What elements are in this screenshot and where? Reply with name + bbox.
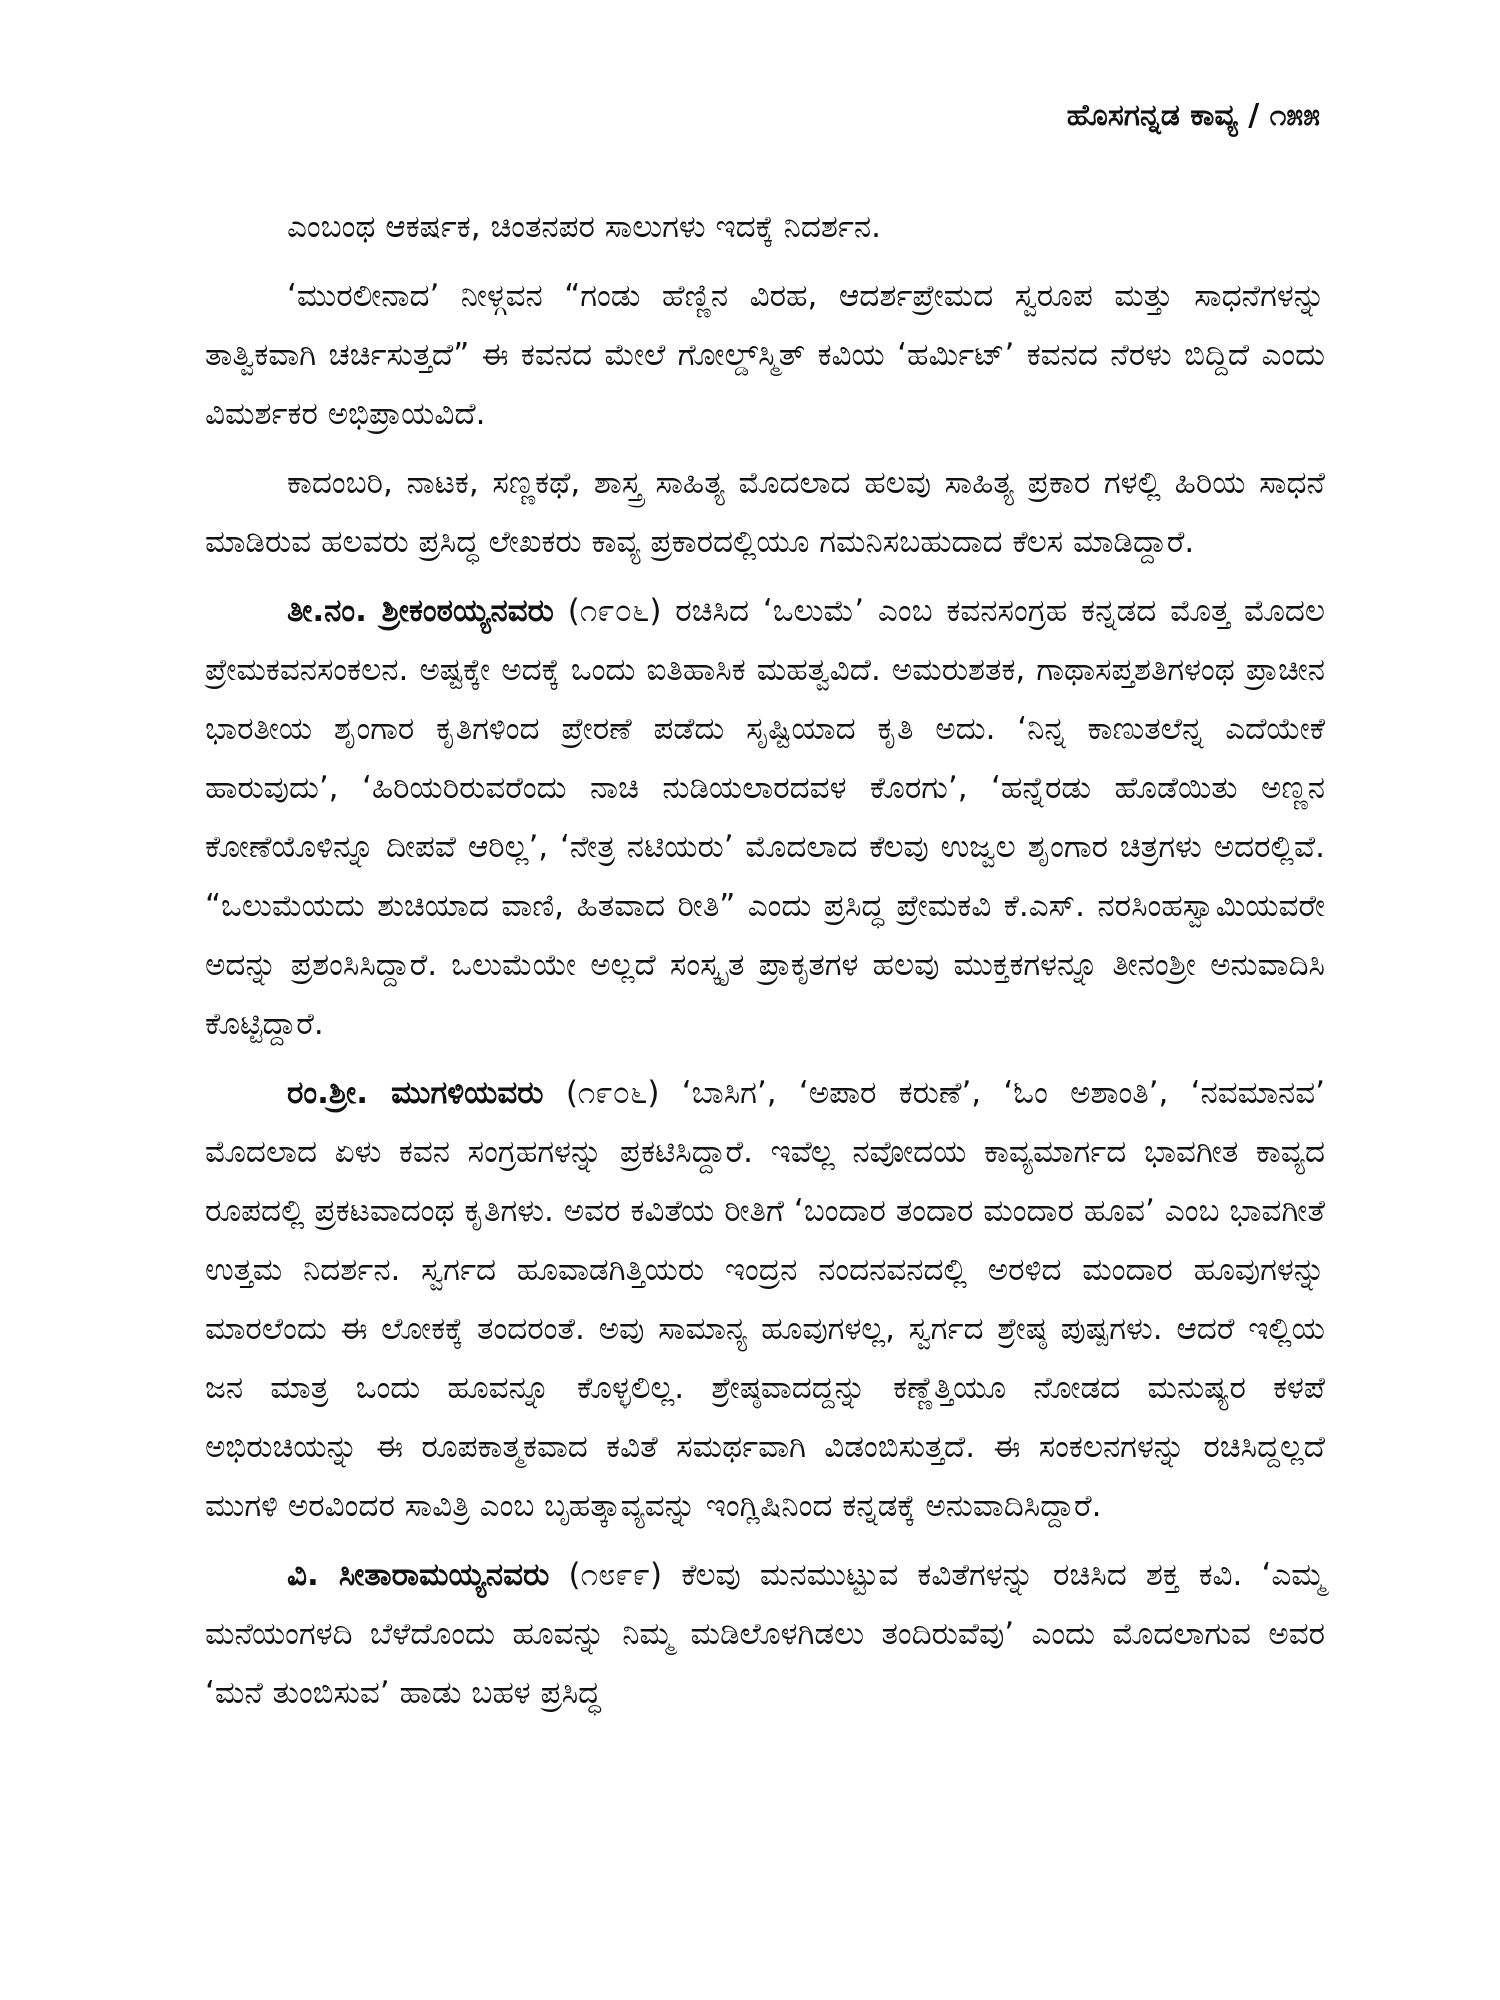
paragraph-text: (೧೯೦೬) ರಚಿಸಿದ ‘ಒಲುಮೆ’ ಎಂಬ ಕವನಸಂಗ್ರಹ ಕನ್ನಡದ ಮೊತ್ತ ಮೊದಲ ಪ್ರೇಮಕವನಸಂಕಲನ. ಅಷ್ಟಕ್ಕೇ ಅದಕ್ಕೆ ಒಂದು ಐತಿಹಾಸಿಕ ಮಹತ್ವವಿದೆ. ಅಮರುಶತಕ, ಗಾಥಾಸಪ್ತಶತಿಗಳಂಥ ಪ್ರಾಚೀನ ಭಾರತೀಯ ಶೃಂಗಾರ ಕೃತಿಗಳಿಂದ ಪ್ರೇರಣೆ ಪಡೆದು ಸೃಷ್ಟಿಯಾದ ಕೃತಿ ಅದು. ‘ನಿನ್ನ ಕಾಣುತಲೆನ್ನ ಎದೆಯೇಕೆ ಹಾರುವುದು’, ‘ಹಿರಿಯರಿರುವರೆಂದು ನಾಚಿ ನುಡಿಯಲಾರದವಳ ಕೊರಗು’, ‘ಹನ್ನೆರಡು ಹೊಡೆಯಿತು ಅಣ್ಣನ ಕೋಣೆಯೊಳಿನ್ನೂ ದೀಪವೆ ಆರಿಲ್ಲ’, ‘ನೇತ್ರ ನಟಿಯರು’ ಮೊದಲಾದ ಕೆಲವು ಉಜ್ವಲ ಶೃಂಗಾರ ಚಿತ್ರಗಳು ಅದರಲ್ಲಿವೆ. “ಒಲುಮೆಯದು ಶುಚಿಯಾದ ವಾಣಿ, ಹಿತವಾದ ರೀತಿ” ಎಂದು ಪ್ರಸಿದ್ಧ ಪ್ರೇಮಕವಿ ಕೆ.ಎಸ್. ನರಸಿಂಹಸ್ವಾಮಿಯವರೇ ಅದನ್ನು ಪ್ರಶಂಸಿಸಿದ್ದಾರೆ. ಒಲುಮೆಯೇ ಅಲ್ಲದೆ ಸಂಸ್ಕೃತ ಪ್ರಾಕೃತಗಳ ಹಲವು ಮುಕ್ತಕಗಳನ್ನೂ ತೀನಂಶ್ರೀ ಅನುವಾದಿಸಿ ಕೊಟ್ಟಿದ್ದಾರೆ. — [205, 593, 1325, 1042]
paragraph-text: ಎಂಬಂಥ ಆಕರ್ಷಕ, ಚಿಂತನಪರ ಸಾಲುಗಳು ಇದಕ್ಕೆ ನಿದರ್ಶನ. — [287, 209, 882, 245]
paragraph — [205, 1064, 1325, 1536]
paragraph-text: ಕಾದಂಬರಿ, ನಾಟಕ, ಸಣ್ಣಕಥೆ, ಶಾಸ್ತ್ರ ಸಾಹಿತ್ಯ ಮೊದಲಾದ ಹಲವು ಸಾಹಿತ್ಯ ಪ್ರಕಾರ ಗಳಲ್ಲಿ ಹಿರಿಯ ಸಾಧನೆ ಮಾಡಿರುವ ಹಲವರು ಪ್ರಸಿದ್ಧ ಲೇಖಕರು ಕಾವ್ಯ ಪ್ರಕಾರದಲ್ಲಿಯೂ ಗಮನಿಸಬಹುದಾದ ಕೆಲಸ ಮಾಡಿದ್ದಾರೆ. — [205, 465, 1325, 560]
paragraph-text: (೧೮೯೯) ಕೆಲವು ಮನಮುಟ್ಟುವ ಕವಿತೆಗಳನ್ನು ರಚಿಸಿದ ಶಕ್ತ ಕವಿ. ‘ಎಮ್ಮ ಮನೆಯಂಗಳದಿ ಬೆಳೆದೊಂದು ಹೂವನ್ನು ನಿಮ್ಮ ಮಡಿಲೊಳಗಿಡಲು ತಂದಿರುವೆವು’ ಎಂದು ಮೊದಲಾಗುವ ಅವರ ‘ಮನೆ ತುಂಬಿಸುವ’ ಹಾಡು ಬಹಳ ಪ್ರಸಿದ್ಧ — [205, 1557, 1325, 1711]
poet-name: ವಿ. ಸೀತಾರಾಮಯ್ಯನವರು — [287, 1557, 550, 1593]
body-text — [205, 198, 1325, 1733]
paragraph — [205, 454, 1325, 572]
running-header: ಹೊಸಗನ್ನಡ ಕಾವ್ಯ / ೧೫೫ — [1066, 98, 1320, 133]
paragraph — [205, 267, 1325, 444]
paragraph — [205, 582, 1325, 1054]
poet-name: ರಂ.ಶ್ರೀ. ಮುಗಳಿಯವರು — [287, 1075, 544, 1111]
paragraph — [205, 1546, 1325, 1723]
paragraph — [205, 198, 1325, 257]
poet-name: ತೀ.ನಂ. ಶ್ರೀಕಂಠಯ್ಯನವರು — [287, 593, 554, 629]
paragraph-text: (೧೯೦೬) ‘ಬಾಸಿಗ’, ‘ಅಪಾರ ಕರುಣೆ’, ‘ಓಂ ಅಶಾಂತಿ’, ‘ನವಮಾನವ’ ಮೊದಲಾದ ಏಳು ಕವನ ಸಂಗ್ರಹಗಳನ್ನು ಪ್ರಕಟಿಸಿದ್ದಾರೆ. ಇವೆಲ್ಲ ನವೋದಯ ಕಾವ್ಯಮಾರ್ಗದ ಭಾವಗೀತ ಕಾವ್ಯದ ರೂಪದಲ್ಲಿ ಪ್ರಕಟವಾದಂಥ ಕೃತಿಗಳು. ಅವರ ಕವಿತೆಯ ರೀತಿಗೆ ‘ಬಂದಾರ ತಂದಾರ ಮಂದಾರ ಹೂವ’ ಎಂಬ ಭಾವಗೀತೆ ಉತ್ತಮ ನಿದರ್ಶನ. ಸ್ವರ್ಗದ ಹೂವಾಡಗಿತ್ತಿಯರು ಇಂದ್ರನ ನಂದನವನದಲ್ಲಿ ಅರಳಿದ ಮಂದಾರ ಹೂವುಗಳನ್ನು ಮಾರಲೆಂದು ಈ ಲೋಕಕ್ಕೆ ತಂದರಂತೆ. ಅವು ಸಾಮಾನ್ಯ ಹೂವುಗಳಲ್ಲ, ಸ್ವರ್ಗದ ಶ್ರೇಷ್ಠ ಪುಷ್ಪಗಳು. ಆದರೆ ಇಲ್ಲಿಯ ಜನ ಮಾತ್ರ ಒಂದು ಹೂವನ್ನೂ ಕೊಳ್ಳಲಿಲ್ಲ. ಶ್ರೇಷ್ಠವಾದದ್ದನ್ನು ಕಣ್ಣೆತ್ತಿಯೂ ನೋಡದ ಮನುಷ್ಯರ ಕಳಪೆ ಅಭಿರುಚಿಯನ್ನು ಈ ರೂಪಕಾತ್ಮಕವಾದ ಕವಿತೆ ಸಮರ್ಥವಾಗಿ ವಿಡಂಬಿಸುತ್ತದೆ. ಈ ಸಂಕಲನಗಳನ್ನು ರಚಿಸಿದ್ದಲ್ಲದೆ ಮುಗಳಿ ಅರವಿಂದರ ಸಾವಿತ್ರಿ ಎಂಬ ಬೃಹತ್ಕಾವ್ಯವನ್ನು ಇಂಗ್ಲಿಷಿನಿಂದ ಕನ್ನಡಕ್ಕೆ ಅನುವಾದಿಸಿದ್ದಾರೆ. — [205, 1075, 1326, 1524]
paragraph-text: ‘ಮುರಲೀನಾದ’ ನೀಳ್ಗವನ “ಗಂಡು ಹೆಣ್ಣಿನ ವಿರಹ, ಆದರ್ಶಪ್ರೇಮದ ಸ್ವರೂಪ ಮತ್ತು ಸಾಧನೆಗಳನ್ನು ತಾತ್ವಿಕವಾಗಿ ಚರ್ಚಿಸುತ್ತದೆ” ಈ ಕವನದ ಮೇಲೆ ಗೋಲ್ಡ್‌ಸ್ಮಿತ್ ಕವಿಯ ‘ಹರ್ಮಿಟ್’ ಕವನದ ನೆರಳು ಬಿದ್ದಿದೆ ಎಂದು ವಿಮರ್ಶಕರ ಅಭಿಪ್ರಾಯವಿದೆ. — [205, 278, 1325, 432]
